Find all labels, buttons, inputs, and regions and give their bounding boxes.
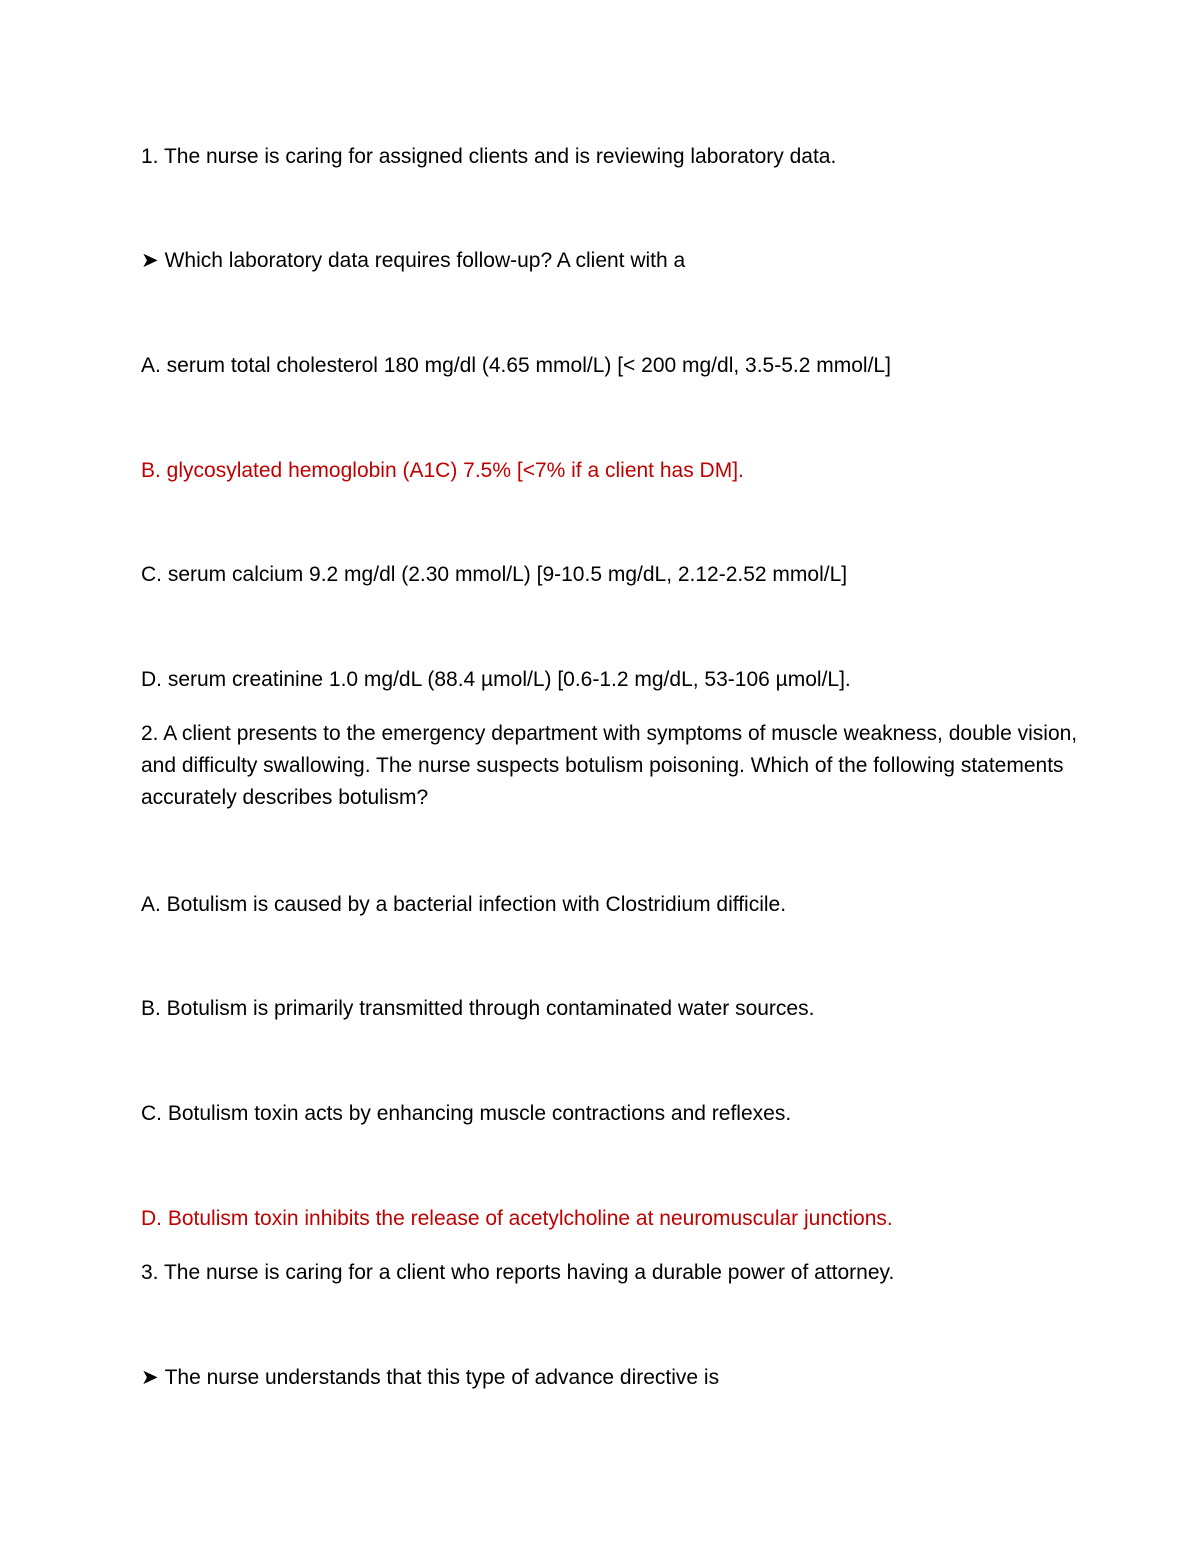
question-1-prompt-text: Which laboratory data requires follow-up? A client with a	[164, 249, 686, 272]
question-1-option-d: D. serum creatinine 1.0 mg/dL (88.4 µmol/L) [0.6-1.2 mg/dL, 53-106 µmol/L].	[141, 668, 851, 691]
question-1-prompt	[141, 245, 685, 277]
question-1-stem: 1. The nurse is caring for assigned clients and is reviewing laboratory data.	[141, 145, 837, 168]
question-1-option-a: A. serum total cholesterol 180 mg/dl (4.65 mmol/L) [< 200 mg/dl, 3.5-5.2 mmol/L]	[141, 354, 891, 377]
question-3-prompt	[141, 1362, 719, 1394]
question-1-option-c: C. serum calcium 9.2 mg/dl (2.30 mmol/L) [9-10.5 mg/dL, 2.12-2.52 mmol/L]	[141, 563, 848, 586]
question-3-stem: 3. The nurse is caring for a client who reports having a durable power of attorney.	[141, 1261, 895, 1284]
question-2-stem: 2. A client presents to the emergency department with symptoms of muscle weakness, double vision, and difficulty swallowing. The nurse suspects botulism poisoning. Which of the following statements accurately describes botulism?	[141, 722, 1078, 809]
arrow-bullet-icon: ➤	[141, 1366, 159, 1389]
arrow-bullet-icon: ➤	[141, 249, 159, 272]
question-2-option-c: C. Botulism toxin acts by enhancing muscle contractions and reflexes.	[141, 1102, 792, 1125]
question-2-option-b: B. Botulism is primarily transmitted through contaminated water sources.	[141, 997, 815, 1020]
question-3-prompt-text: The nurse understands that this type of advance directive is	[164, 1366, 720, 1389]
question-1-option-b-answer: B. glycosylated hemoglobin (A1C) 7.5% [<7% if a client has DM].	[141, 459, 744, 482]
question-2-option-a: A. Botulism is caused by a bacterial infection with Clostridium difficile.	[141, 893, 787, 916]
question-2-option-d-answer: D. Botulism toxin inhibits the release of acetylcholine at neuromuscular junctions.	[141, 1207, 893, 1230]
